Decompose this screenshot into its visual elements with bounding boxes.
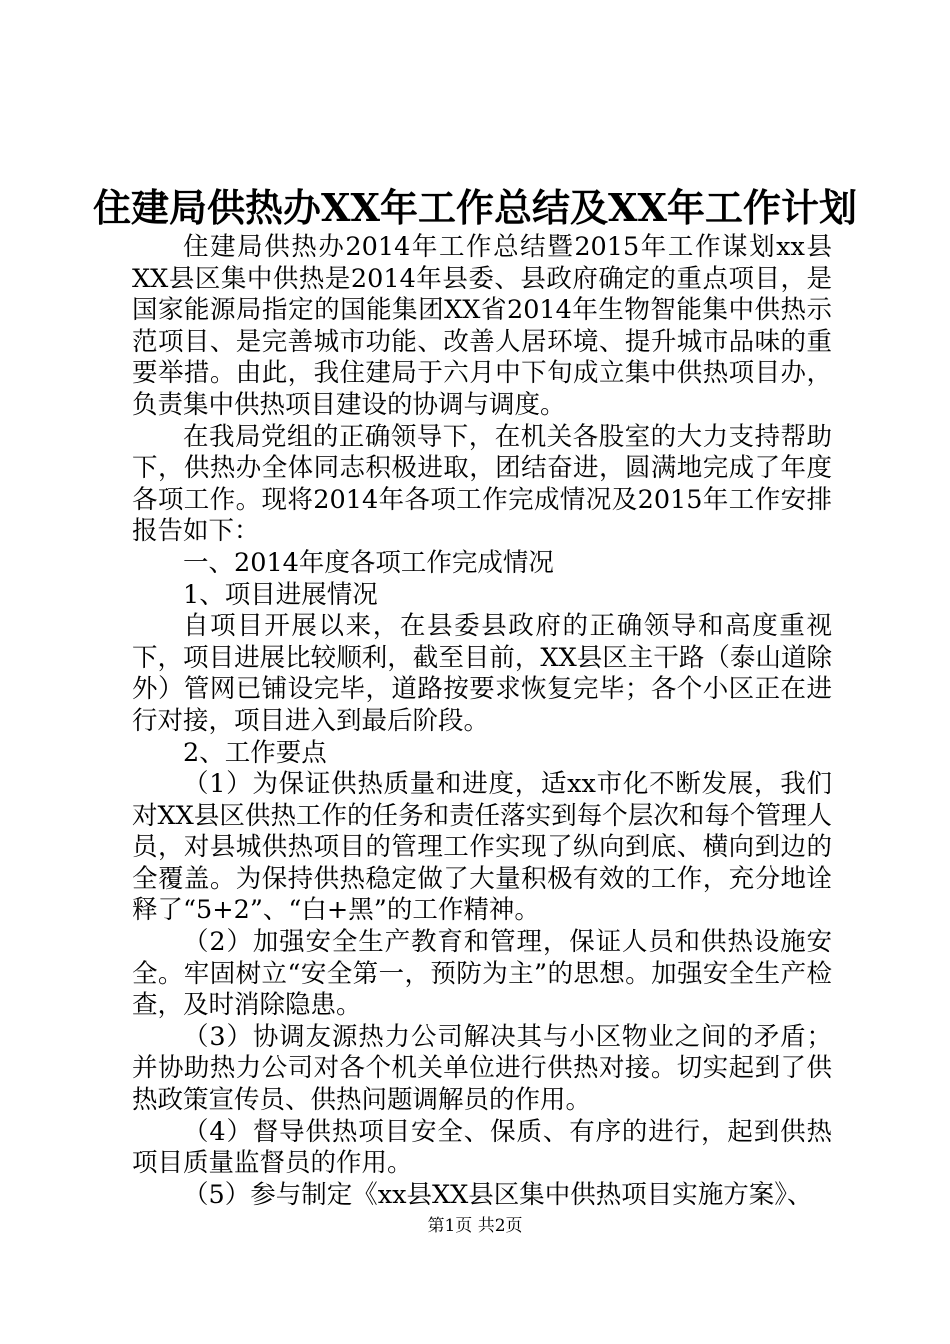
paragraph-progress: 自项目开展以来，在县委县政府的正确领导和高度重视下，项目进展比较顺利，截至目前，XX县区主干路（泰山道除外）管网已铺设完毕，道路按要求恢复完毕；各个小区正在进行对接，项目进入到最后阶段。 <box>132 611 832 736</box>
paragraph-point-2: （2）加强安全生产教育和管理，保证人员和供热设施安全。牢固树立“安全第一，预防为主”的思想。加强安全生产检查，及时消除隐患。 <box>132 927 832 1021</box>
paragraph-leadership: 在我局党组的正确领导下，在机关各股室的大力支持帮助下，供热办全体同志积极进取，团结奋进，圆满地完成了年度各项工作。现将2014年各项工作完成情况及2015年工作安排报告如下： <box>132 421 832 547</box>
subsection-heading-progress: 1、项目进展情况 <box>183 579 378 610</box>
document-title: 住建局供热办XX年工作总结及XX年工作计划 <box>93 185 857 230</box>
document-body <box>132 232 832 1211</box>
paragraph-intro: 住建局供热办2014年工作总结暨2015年工作谋划xx县XX县区集中供热是2014年县委、县政府确定的重点项目，是国家能源局指定的国能集团XX省2014年生物智能集中供热示范项目、是完善城市功能、改善人居环境、提升城市品味的重要举措。由此，我住建局于六月中下旬成立集中供热项目办，负责集中供热项目建设的协调与调度。 <box>132 232 832 420</box>
section-heading-1: 一、2014年度各项工作完成情况 <box>183 547 554 578</box>
page-number-footer: 第1页 共2页 <box>427 1216 523 1236</box>
paragraph-point-4: （4）督导供热项目安全、保质、有序的进行，起到供热项目质量监督员的作用。 <box>132 1116 832 1179</box>
paragraph-point-1: （1）为保证供热质量和进度，适xx市化不断发展，我们对XX县区供热工作的任务和责任落实到每个层次和每个管理人员，对县城供热项目的管理工作实现了纵向到底、横向到边的全覆盖。为保持供热稳定做了大量积极有效的工作，充分地诠释了“5+2”、“白+黑”的工作精神。 <box>132 769 832 926</box>
paragraph-point-5: （5）参与制定《xx县XX县区集中供热项目实施方案》、 <box>183 1179 813 1210</box>
subsection-heading-key-points: 2、工作要点 <box>183 737 327 768</box>
paragraph-point-3: （3）协调友源热力公司解决其与小区物业之间的矛盾；并协助热力公司对各个机关单位进行供热对接。切实起到了供热政策宣传员、供热问题调解员的作用。 <box>132 1021 832 1116</box>
